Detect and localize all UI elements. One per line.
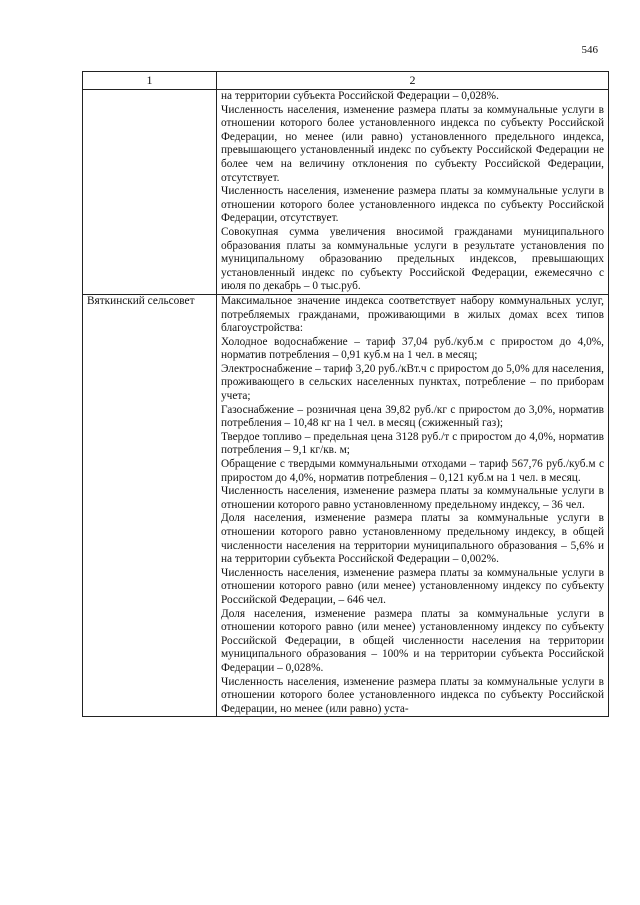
paragraph: Доля населения, изменение размера платы за коммунальные услуги в отношении которого равно установленному предельному индексу, в общей численности населения на территории муниципального образования – 5,6% и на территории субъекта Российской Федерации – 0,002%. (221, 512, 604, 566)
page-number: 546 (581, 44, 598, 56)
paragraph: Обращение с твердыми коммунальными отходами – тариф 567,76 руб./куб.м с приростом до 4,0%, норматив потребления – 0,121 куб.м на 1 чел. в месяц. (221, 458, 604, 484)
paragraph: Электроснабжение – тариф 3,20 руб./кВт.ч с приростом до 5,0% для населения, проживающего в сельских населенных пунктах, потребление – по приборам учета; (221, 362, 604, 403)
paragraph: Твердое топливо – предельная цена 3128 руб./т с приростом до 4,0%, норматив потребления – 9,1 кг/кв. м; (221, 430, 604, 457)
document-table (82, 71, 609, 717)
paragraph: Холодное водоснабжение – тариф 37,04 руб./куб.м с приростом до 4,0%, норматив потребления – 0,91 куб.м на 1 чел. в месяц; (221, 335, 604, 362)
row-content-cell (217, 90, 609, 295)
paragraph: Численность населения, изменение размера платы за коммунальные услуги в отношении которого более установленного индекса по субъекту Российской Федерации, но менее (или равно) установленного предельного индекса, превышающего установленный индекс по субъекту Российской Федерации не более чем на величину отклонения по субъекту Российской Федерации, отсутствует. (221, 103, 604, 184)
row-label-cell (83, 90, 217, 295)
paragraph: Газоснабжение – розничная цена 39,82 руб./кг с приростом до 3,0%, норматив потребления – 10,48 кг на 1 чел. в месяц (сжиженный газ); (221, 403, 604, 430)
row-content-cell (217, 294, 609, 716)
table-header-row (83, 72, 609, 90)
row-label-cell: Вяткинский сельсовет (83, 294, 217, 716)
paragraph: на территории субъекта Российской Федерации – 0,028%. (221, 90, 499, 102)
paragraph: Доля населения, изменение размера платы за коммунальные услуги в отношении которого равно (или менее) установленному индексу по субъекту Российской Федерации, в общей численности населения на территории муниципального образования – 100% и на территории субъекта Российской Федерации – 0,028%. (221, 607, 604, 674)
paragraph: Совокупная сумма увеличения вносимой гражданами муниципального образования платы за коммунальные услуги в результате установления по муниципальному образованию предельных индексов, превышающих установленный индекс по субъекту Российской Федерации, ежемесячно с июля по декабрь – 0 тыс.руб. (221, 225, 604, 293)
paragraph: Численность населения, изменение размера платы за коммунальные услуги в отношении которого равно установленному предельному индексу, – 36 чел. (221, 485, 604, 511)
paragraph: Численность населения, изменение размера платы за коммунальные услуги в отношении которого более установленного индекса по субъекту Российской Федерации, отсутствует. (221, 185, 604, 225)
paragraph: Численность населения, изменение размера платы за коммунальные услуги в отношении которого более установленного индекса по субъекту Российской Федерации, но менее (или равно) уста- (221, 675, 604, 715)
column-header-2: 2 (217, 72, 609, 90)
table-row (83, 294, 609, 716)
table-row (83, 90, 609, 295)
column-header-1: 1 (83, 72, 217, 90)
paragraph: Численность населения, изменение размера платы за коммунальные услуги в отношении которого равно (или менее) установленному индексу по субъекту Российской Федерации, – 646 чел. (221, 566, 604, 606)
paragraph: Максимальное значение индекса соответствует набору коммунальных услуг, потребляемых гражданами, проживающими в жилых домах всех типов благоустройства: (221, 294, 604, 335)
